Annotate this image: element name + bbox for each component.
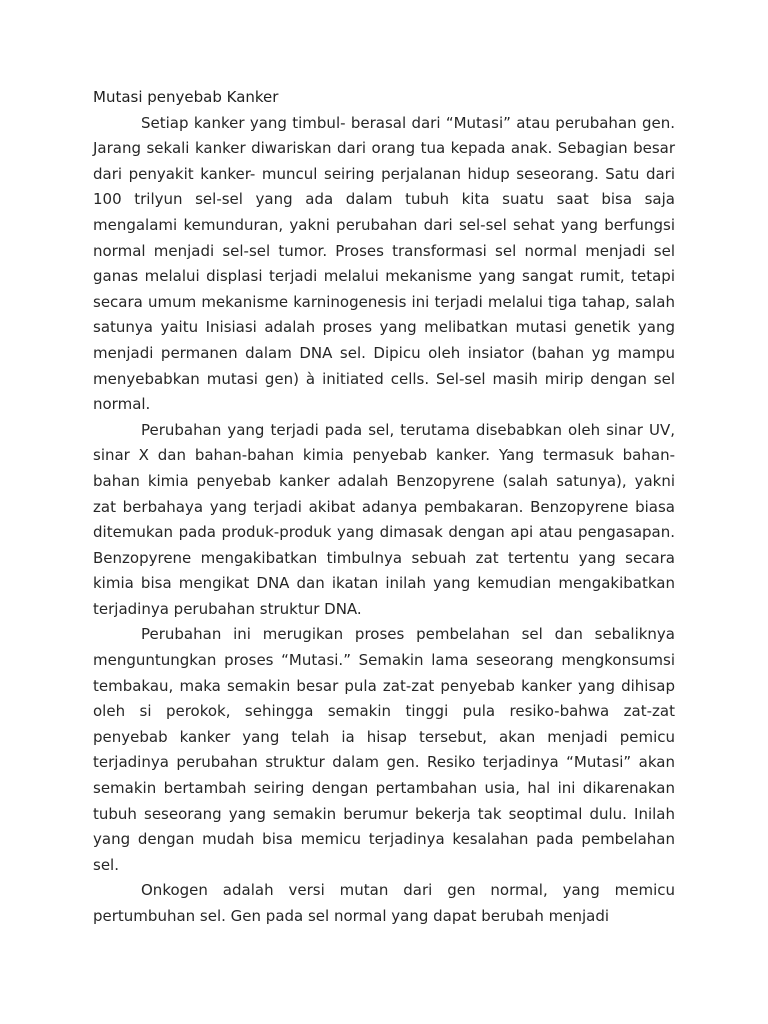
document-title: Mutasi penyebab Kanker bbox=[93, 88, 279, 106]
paragraph-1: Setiap kanker yang timbul- berasal dari “Mutasi” atau perubahan gen. Jarang sekali kanker diwariskan dari orang tua kepada anak. Sebagian besar dari penyakit kanker- muncul seiring perjalanan hidup seseorang. Satu dari 100 trilyun sel-sel yang ada dalam tubuh kita suatu saat bisa saja mengalami kemunduran, yakni perubahan dari sel-sel sehat yang berfungsi normal menjadi sel-sel tumor. Proses transformasi sel normal menjadi sel ganas melalui displasi terjadi melalui mekanisme yang sangat rumit, tetapi secara umum mekanisme karninogenesis ini terjadi melalui tiga tahap, salah satunya yaitu Inisiasi adalah proses yang melibatkan mutasi genetik yang menjadi permanen dalam DNA sel. Dipicu oleh insiator (bahan yg mampu menyebabkan mutasi gen) à initiated cells. Sel-sel masih mirip dengan sel normal. bbox=[93, 113, 675, 414]
paragraph-2: Perubahan yang terjadi pada sel, terutama disebabkan oleh sinar UV, sinar X dan bahan-bahan kimia penyebab kanker. Yang termasuk bahan-bahan kimia penyebab kanker adalah Benzopyrene (salah satunya), yakni zat berbahaya yang terjadi akibat adanya pembakaran. Benzopyrene biasa ditemukan pada produk-produk yang dimasak dengan api atau pengasapan. Benzopyrene mengakibatkan timbulnya sebuah zat tertentu yang secara kimia bisa mengikat DNA dan ikatan inilah yang kemudian mengakibatkan terjadinya perubahan struktur DNA. bbox=[93, 420, 675, 618]
paragraph-3: Perubahan ini merugikan proses pembelahan sel dan sebaliknya menguntungkan proses “Mutasi.” Semakin lama seseorang mengkonsumsi tembakau, maka semakin besar pula zat-zat penyebab kanker yang dihisap oleh si perokok, sehingga semakin tinggi pula resiko-bahwa zat-zat penyebab kanker yang telah ia hisap tersebut, akan menjadi pemicu terjadinya perubahan struktur dalam gen. Resiko terjadinya “Mutasi” akan semakin bertambah seiring dengan pertambahan usia, hal ini dikarenakan tubuh seseorang yang semakin berumur bekerja tak seoptimal dulu. Inilah yang dengan mudah bisa memicu terjadinya kesalahan pada pembelahan sel. bbox=[93, 625, 675, 874]
document-page bbox=[93, 85, 675, 930]
paragraph-4: Onkogen adalah versi mutan dari gen normal, yang memicu pertumbuhan sel. Gen pada sel normal yang dapat berubah menjadi bbox=[93, 881, 675, 925]
